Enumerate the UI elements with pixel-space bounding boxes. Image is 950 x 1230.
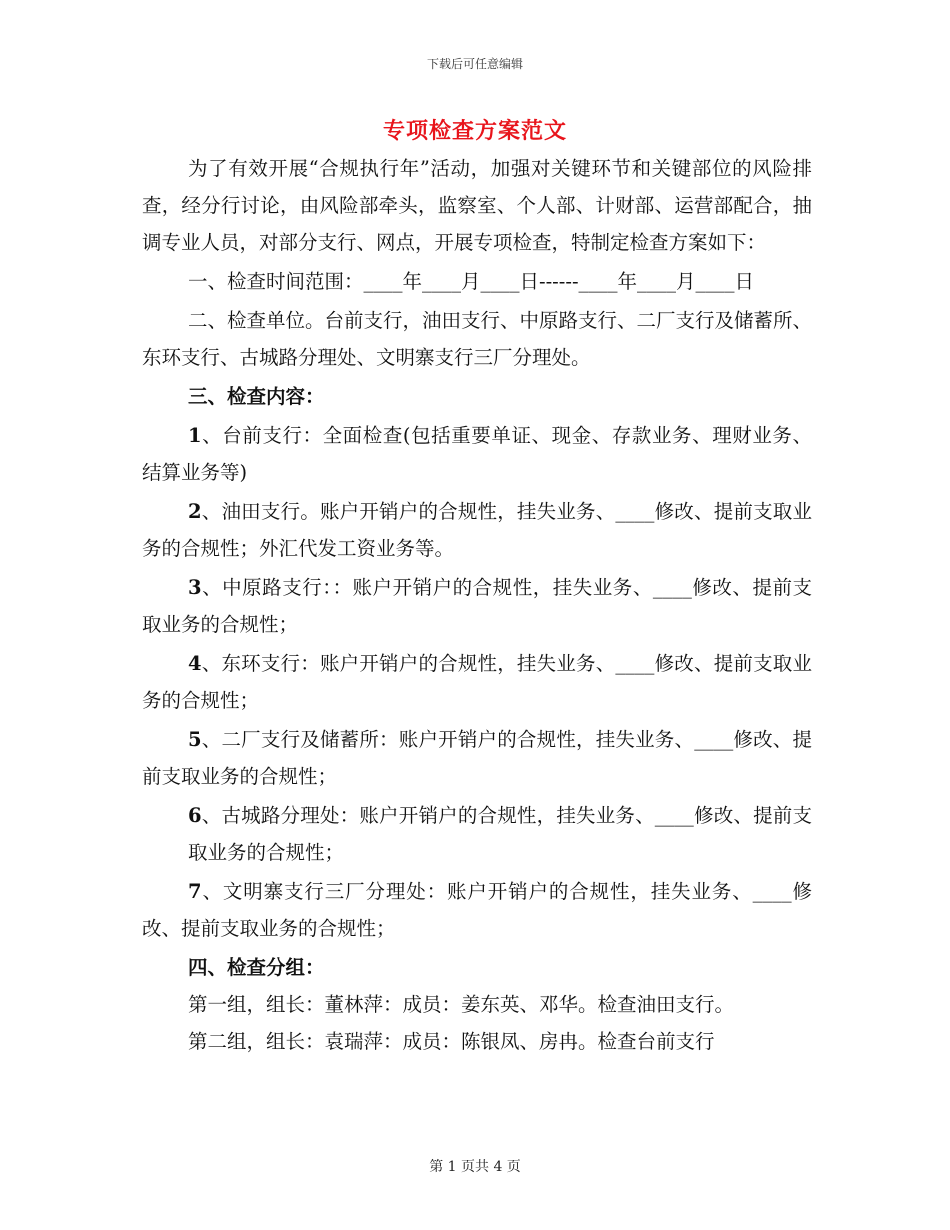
list-item <box>142 721 812 795</box>
list-item <box>142 417 812 491</box>
item-number: 4 <box>188 652 202 675</box>
document-title: 专项检查方案范文 <box>382 118 567 144</box>
item-text: 、中原路支行：：账户开销户的合规性，挂失业务、____修改、提前支取业务的合规性； <box>142 576 812 636</box>
document-body <box>142 150 812 1060</box>
header-note: 下载后可任意编辑 <box>426 57 523 71</box>
group-line: 第一组，组长：董林萍：成员：姜东英、邓华。检查油田支行。 <box>188 993 735 1016</box>
section-content-heading: 三、检查内容： <box>188 385 325 408</box>
list-item <box>142 873 812 947</box>
list-item <box>142 493 812 567</box>
section-time-range: 一、检查时间范围：____年____月____日------____年____月____日 <box>188 270 755 293</box>
section-inspection-units: 二、检查单位。台前支行，油田支行、中原路支行、二厂支行及储蓄所、东环支行、古城路分理处、文明寨支行三厂分理处。 <box>142 309 813 369</box>
list-item <box>142 645 812 719</box>
group-line: 第二组，组长：袁瑞萍：成员：陈银凤、房冉。检查台前支行 <box>188 1030 715 1053</box>
item-text: 、文明寨支行三厂分理处：账户开销户的合规性，挂失业务、____修改、提前支取业务的合规性； <box>142 880 812 940</box>
item-number: 6 <box>188 804 202 827</box>
item-number: 5 <box>188 728 202 751</box>
item-text: 、二厂支行及储蓄所：账户开销户的合规性，挂失业务、____修改、提前支取业务的合规性； <box>142 728 812 788</box>
item-text: 、古城路分理处：账户开销户的合规性，挂失业务、____修改、提前支取业务的合规性； <box>188 804 812 864</box>
item-text: 、台前支行：全面检查(包括重要单证、现金、存款业务、理财业务、结算业务等) <box>142 424 812 484</box>
item-number: 7 <box>188 880 202 903</box>
section-groups-heading: 四、检查分组： <box>188 956 325 979</box>
item-text: 、油田支行。账户开销户的合规性，挂失业务、____修改、提前支取业务的合规性；外汇代发工资业务等。 <box>142 500 812 560</box>
item-number: 2 <box>188 500 202 523</box>
list-item <box>142 569 812 643</box>
intro-paragraph: 为了有效开展“合规执行年”活动，加强对关键环节和关键部位的风险排查，经分行讨论，由风险部牵头，监察室、个人部、计财部、运营部配合，抽调专业人员，对部分支行、网点，开展专项检查，特制定检查方案如下： <box>142 157 812 254</box>
item-number: 1 <box>188 424 202 447</box>
item-number: 3 <box>188 576 202 599</box>
list-item <box>142 797 812 871</box>
item-text: 、东环支行：账户开销户的合规性，挂失业务、____修改、提前支取业务的合规性； <box>142 652 812 712</box>
page-footer: 第 1 页共 4 页 <box>429 1159 521 1175</box>
